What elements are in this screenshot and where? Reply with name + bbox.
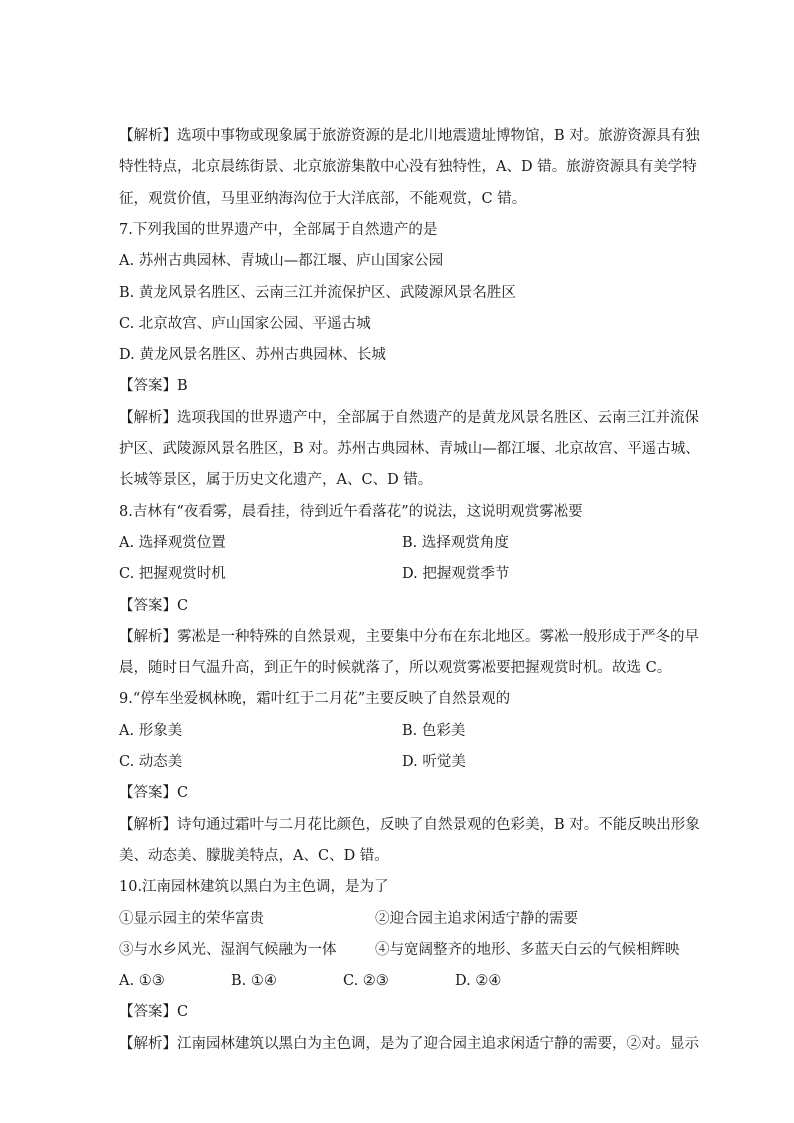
option-right: D. 把握观赏季节 <box>402 566 510 582</box>
option-left: A. 形象美 <box>119 723 183 739</box>
text-line: C. 北京故宫、庐山国家公园、平遥古城 <box>119 316 371 332</box>
text-line: 【答案】C <box>119 598 189 614</box>
text-line: 长城等景区，属于历史文化遗产，A、C、D 错。 <box>119 472 433 488</box>
option-right: B. 选择观赏角度 <box>402 535 509 551</box>
text-line: 10.江南园林建筑以黑白为主色调，是为了 <box>119 879 389 895</box>
option-left: ①显示园主的荣华富贵 <box>119 911 264 927</box>
option-left: A. 选择观赏位置 <box>119 535 226 551</box>
text-line: 【答案】C <box>119 1004 189 1020</box>
option-item: D. ②④ <box>455 973 502 989</box>
option-left: ③与水乡风光、湿润气候融为一体 <box>119 942 337 958</box>
text-line: 护区、武陵源风景名胜区，B 对。苏州古典园林、青城山—都江堰、北京故宫、平遥古城、 <box>119 441 700 457</box>
text-line: 9.“停车坐爱枫林晚，霜叶红于二月花”主要反映了自然景观的 <box>119 691 511 707</box>
text-line: 7.下列我国的世界遗产中，全部属于自然遗产的是 <box>119 222 438 238</box>
text-line: 【答案】B <box>119 378 188 394</box>
text-line: 特性特点，北京晨练街景、北京旅游集散中心没有独特性，A、D 错。旅游资源具有美学特 <box>119 159 697 175</box>
option-item: C. ②③ <box>343 973 389 989</box>
text-line: A. 苏州古典园林、青城山—都江堰、庐山国家公园 <box>119 253 444 269</box>
option-right: ④与宽阔整齐的地形、多蓝天白云的气候相辉映 <box>375 942 680 958</box>
option-right: ②迎合园主追求闲适宁静的需要 <box>375 911 578 927</box>
text-line: 【解析】选项中事物或现象属于旅游资源的是北川地震遗址博物馆，B 对。旅游资源具有独 <box>119 128 700 144</box>
option-right: B. 色彩美 <box>402 723 466 739</box>
text-line: D. 黄龙风景名胜区、苏州古典园林、长城 <box>119 347 386 363</box>
text-line: 【解析】诗句通过霜叶与二月花比颜色，反映了自然景观的色彩美，B 对。不能反映出形象 <box>119 817 700 833</box>
option-item: A. ①③ <box>119 973 165 989</box>
text-line: 【解析】选项我国的世界遗产中，全部属于自然遗产的是黄龙风景名胜区、云南三江并流保 <box>119 410 699 426</box>
option-right: D. 听觉美 <box>402 754 466 770</box>
text-line: 美、动态美、朦胧美特点，A、C、D 错。 <box>119 848 389 864</box>
text-line: 【答案】C <box>119 785 189 801</box>
option-left: C. 动态美 <box>119 754 183 770</box>
option-item: B. ①④ <box>231 973 277 989</box>
text-line: B. 黄龙风景名胜区、云南三江并流保护区、武陵源风景名胜区 <box>119 285 516 301</box>
option-left: C. 把握观赏时机 <box>119 566 226 582</box>
text-line: 征，观赏价值，马里亚纳海沟位于大洋底部，不能观赏，C 错。 <box>119 191 527 207</box>
text-line: 晨，随时日气温升高，到正午的时候就落了，所以观赏雾凇要把握观赏时机。故选 C。 <box>119 660 672 676</box>
text-line: 【解析】江南园林建筑以黑白为主色调，是为了迎合园主追求闲适宁静的需要，②对。显示 <box>119 1036 699 1052</box>
text-line: 8.吉林有“夜看雾，晨看挂，待到近午看落花”的说法，这说明观赏雾凇要 <box>119 504 583 520</box>
text-line: 【解析】雾凇是一种特殊的自然景观，主要集中分布在东北地区。雾凇一般形成于严冬的早 <box>119 629 699 645</box>
